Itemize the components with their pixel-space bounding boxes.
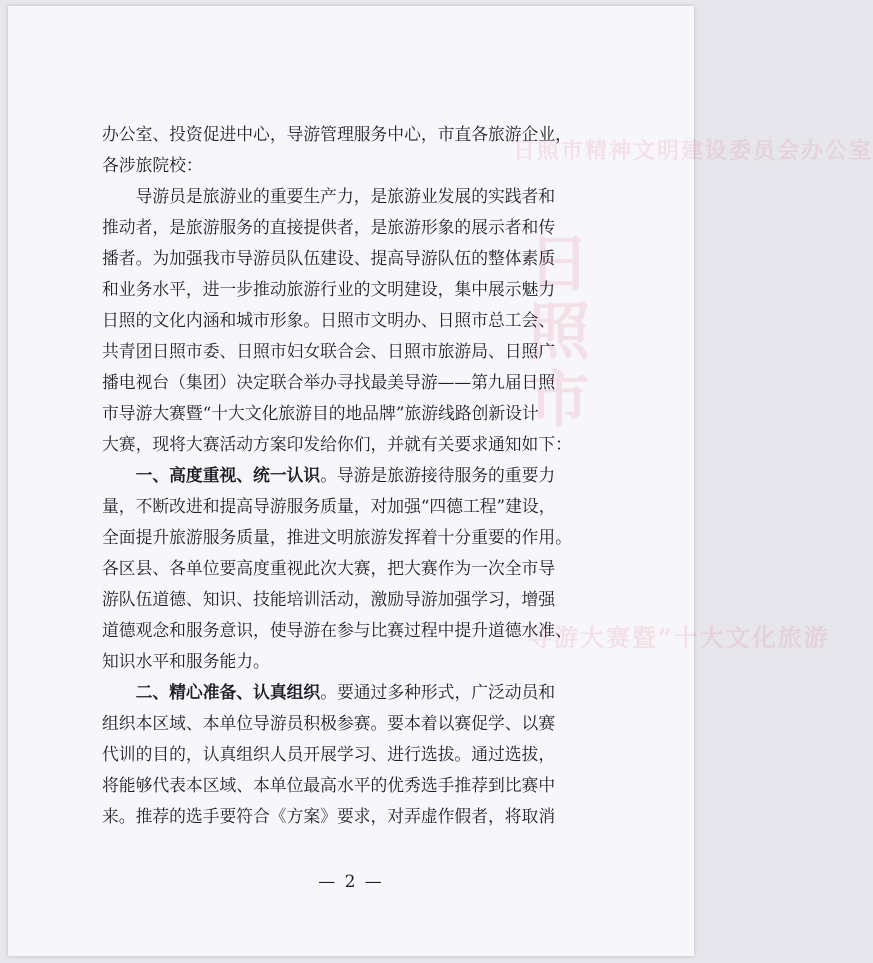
reverse-side-bleed-through: 日照市精神文明建设委员会办公室: [513, 138, 873, 164]
reverse-side-bleed-through: 日 照 市: [528, 227, 605, 436]
text-line: 日照的文化内涵和城市形象。日照市文明办、日照市总工会、: [102, 310, 556, 330]
text-line: 导游员是旅游业的重要生产力，是旅游业发展的实践者和: [102, 186, 556, 206]
text-line: 组织本区域、本单位导游员积极参赛。要本着以赛促学、以赛: [102, 713, 556, 733]
text-line: 播者。为加强我市导游员队伍建设、提高导游队伍的整体素质: [102, 248, 556, 268]
text-line: 和业务水平，进一步推动旅游行业的文明建设，集中展示魅力: [102, 279, 556, 299]
text-line: 共青团日照市委、日照市妇女联合会、日照市旅游局、日照广: [102, 341, 556, 361]
document-page: [8, 6, 873, 956]
text-line: 代训的目的，认真组织人员开展学习、进行选拔。通过选拔，: [102, 744, 556, 764]
text-line: 市导游大赛暨“十大文化旅游目的地品牌”旅游线路创新设计: [102, 403, 539, 423]
section-heading-2: 二、精心准备、认真组织: [135, 682, 321, 702]
text-line: 二、精心准备、认真组织。要通过多种形式，广泛动员和: [135, 682, 556, 702]
page-number: — 2 —: [318, 872, 384, 892]
text-line: 播电视台（集团）决定联合举办寻找最美导游——第九届日照: [102, 372, 556, 392]
text-line: 一、高度重视、统一认识。导游是旅游接待服务的重要力: [135, 465, 556, 485]
text-line: 办公室、投资促进中心，导游管理服务中心，市直各旅游企业，: [102, 124, 572, 144]
text-line: 道德观念和服务意识，使导游在参与比赛过程中提升道德水准、: [102, 620, 572, 640]
section-heading-1: 一、高度重视、统一认识: [135, 465, 321, 485]
reverse-side-bleed-through: 导游大赛暨“十大文化旅游: [528, 623, 830, 652]
text-line: 全面提升旅游服务质量，推进文明旅游发挥着十分重要的作用。: [102, 527, 572, 547]
body-text: [102, 119, 622, 832]
text-line: 推动者，是旅游服务的直接提供者，是旅游形象的展示者和传: [102, 217, 556, 237]
text-line: 各涉旅院校：: [102, 155, 203, 175]
text-line: 游队伍道德、知识、技能培训活动，激励导游加强学习，增强: [102, 589, 556, 609]
text-line: 来。推荐的选手要符合《方案》要求，对弄虚作假者，将取消: [102, 806, 556, 826]
text-line: 将能够代表本区域、本单位最高水平的优秀选手推荐到比赛中: [102, 775, 556, 795]
text-line: 大赛，现将大赛活动方案印发给你们，并就有关要求通知如下：: [102, 434, 572, 454]
text-line: 各区县、各单位要高度重视此次大赛，把大赛作为一次全市导: [102, 558, 556, 578]
text-line: 量，不断改进和提高导游服务质量，对加强“四德工程”建设，: [102, 496, 556, 516]
text-line: 知识水平和服务能力。: [102, 651, 270, 671]
